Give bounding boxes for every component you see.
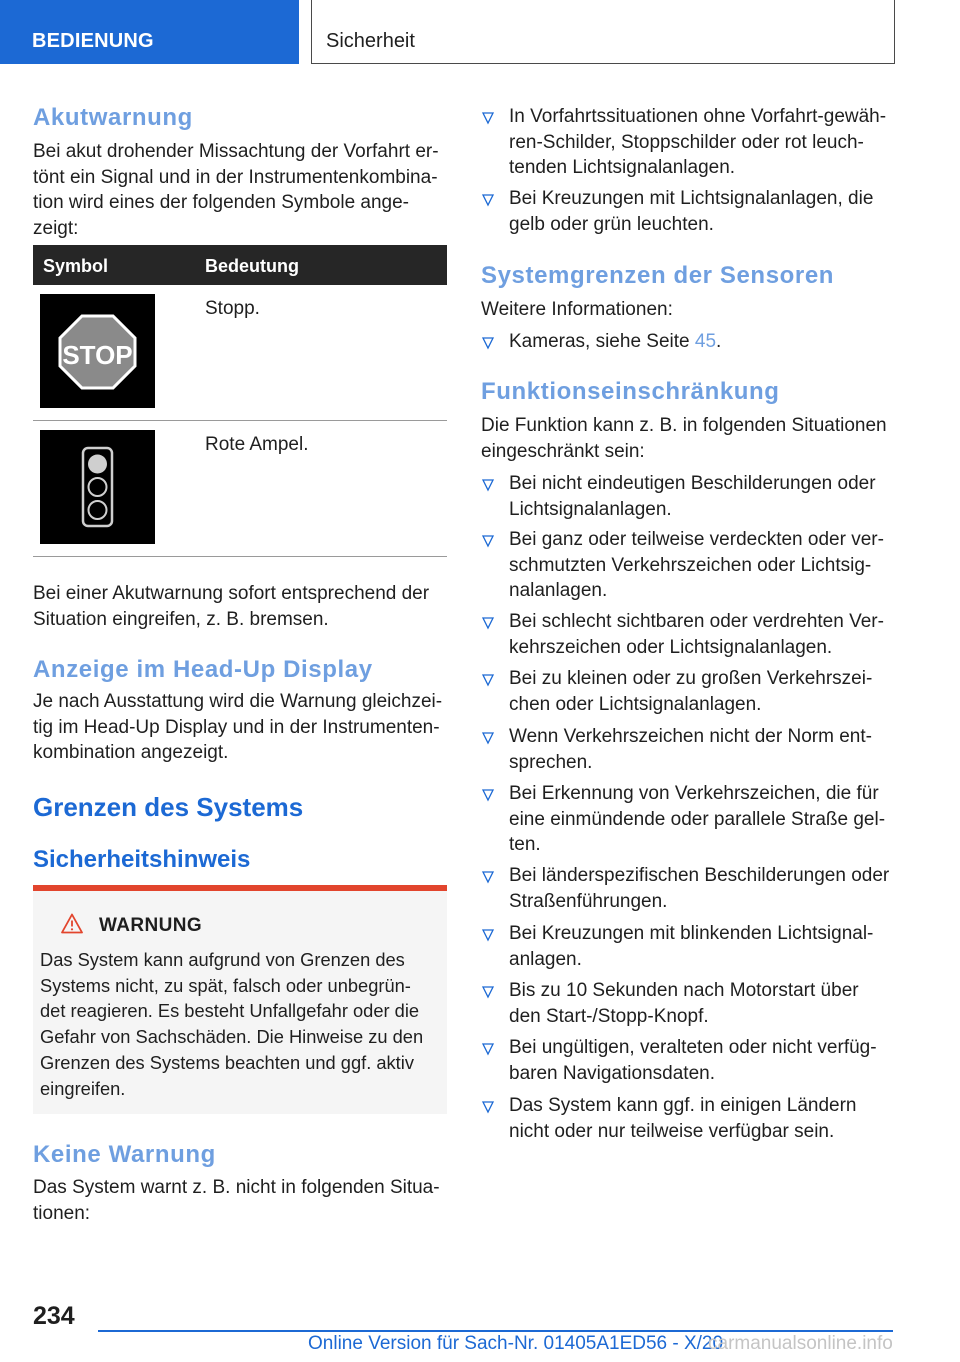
heading-sensoren: Systemgrenzen der Sensoren [481,262,835,289]
bullet-triangle-icon [481,1042,495,1056]
bullet-triangle-icon [481,1100,495,1114]
warning-triangle-icon [61,913,83,934]
text-line: Das System kann ggf. in einigen Ländern [509,1095,857,1116]
text-line: kombination angezeigt. [33,742,229,763]
stop-sign-icon [40,294,155,408]
text-line: Kameras, siehe Seite [509,331,695,352]
text-line: zeigt: [33,217,79,239]
text-line: kehrszeichen oder Lichtsignalanlagen. [509,636,833,658]
after-table-paragraph [33,581,429,632]
text-line: Bei ganz oder teilweise verdeckten oder ver- [509,529,884,550]
text-line: nalanlagen. [509,580,608,601]
text-line: Wenn Verkehrszeichen nicht der Norm ent- [509,726,872,747]
warning-text [40,947,444,1101]
bullet-triangle-icon [481,985,495,999]
page-link[interactable]: 45 [694,331,717,352]
sensoren-intro: Weitere Informationen: [481,299,673,320]
text-line: Bei Kreuzungen mit blinkenden Lichtsignal- [509,923,874,944]
stop-sign-image [40,294,155,408]
meaning-red-light: Rote Ampel. [205,434,309,455]
text-line: Lichtsignalanlagen. [509,498,672,520]
text-line: Bei nicht eindeutigen Beschilderungen oder [509,473,876,494]
column-header-symbol: Symbol [43,256,109,276]
text-line: tion wird eines der folgenden Symbole ange- [33,192,410,213]
text-line: Die Funktion kann z. B. in folgenden Situationen [481,415,887,436]
footer-divider [98,1330,893,1332]
text-line: tig im Head-Up Display und in der Instrumenten- [33,716,440,738]
text-line: Bei ungültigen, veralteten oder nicht verfüg- [509,1037,877,1058]
bullet-triangle-icon [481,870,495,884]
stop-sign-text: STOP [62,340,133,370]
heading-grenzen: Grenzen des Systems [33,792,304,822]
section-tab-label: BEDIENUNG [32,30,154,52]
text-line: tenden Lichtsignalanlagen. [509,157,736,178]
text-line: Bei zu kleinen oder zu großen Verkehrszei- [509,668,873,689]
text-line: Bis zu 10 Sekunden nach Motorstart über [509,980,859,1001]
symbol-table [33,245,447,557]
akut-paragraph [33,139,439,241]
text-line: Situation eingreifen, z. B. bremsen. [33,608,329,630]
text-line: tönt ein Signal und in der Instrumentenkombina- [33,166,438,188]
hud-paragraph [33,689,442,766]
text-line: Bei länderspezifischen Beschilderungen oder [509,865,890,886]
heading-keine-warnung: Keine Warnung [33,1141,216,1168]
text-line: gelb oder grün leuchten. [509,213,714,235]
bullet-triangle-icon [481,616,495,630]
text-line: sprechen. [509,751,593,773]
text-line: Systems nicht, zu spät, falsch oder unbegrün- [40,974,411,996]
text-line: det reagieren. Es besteht Unfallgefahr oder die [40,1000,420,1022]
bullet-triangle-icon [481,111,495,125]
text-line: nicht oder nur teilweise verfügbar sein. [509,1120,835,1142]
keine-paragraph [33,1175,440,1226]
bullet-triangle-icon [481,336,495,350]
text-line: In Vorfahrtssituationen ohne Vorfahrt-gewäh- [509,106,887,127]
text-line: Bei einer Akutwarnung sofort entsprechend der [33,583,430,604]
table-divider [33,420,447,421]
text-line: Je nach Ausstattung wird die Warnung gleichzei- [33,691,443,712]
chapter-title: Sicherheit [326,30,415,52]
text-line: Bei Kreuzungen mit Lichtsignalanlagen, die [509,188,874,209]
funktion-intro [481,413,887,464]
chapter-header [311,0,895,64]
text-line: eingreifen. [40,1077,126,1099]
page-number: 234 [33,1302,75,1330]
text-line: ten. [509,834,541,855]
text-line: chen oder Lichtsignalanlagen. [509,693,762,715]
text-line: Das System kann aufgrund von Grenzen des [40,949,405,970]
text-line: Das System warnt z. B. nicht in folgenden Situa- [33,1177,440,1198]
heading-akutwarnung: Akutwarnung [33,104,193,131]
heading-sicherheitshinweis: Sicherheitshinweis [33,846,251,873]
traffic-light-image [40,430,155,544]
bullet-triangle-icon [481,731,495,745]
table-divider [33,556,447,557]
text-line: anlagen. [509,948,582,970]
meaning-stop: Stopp. [205,298,260,319]
text-line: Grenzen des Systems beachten und ggf. aktiv [40,1051,414,1073]
heading-funktion: Funktionseinschränkung [481,378,780,405]
text-line: den Start-/Stopp-Knopf. [509,1005,709,1027]
column-header-meaning: Bedeutung [205,256,299,276]
bullet-triangle-icon [481,193,495,207]
bullet-triangle-icon [481,928,495,942]
text-line: . [716,331,722,352]
text-line: schmutzten Verkehrszeichen oder Lichtsig- [509,554,872,576]
footer-online-text: Online Version für Sach-Nr. 01405A1ED56 - X/20 [308,1333,724,1354]
footer-watermark: carmanualsonline.info [708,1333,893,1354]
bullet-triangle-icon [481,673,495,687]
heading-head-up-display: Anzeige im Head-Up Display [33,656,373,683]
text-line: eine einmündende oder parallele Straße gel- [509,808,886,830]
text-line: Bei schlecht sichtbaren oder verdrehten Ver- [509,611,884,632]
warning-box [33,885,447,1114]
text-line: tionen: [33,1202,91,1224]
section-tab[interactable] [0,0,299,64]
text-line: baren Navigationsdaten. [509,1062,715,1084]
warning-title: WARNUNG [99,915,203,936]
text-line: Bei akut drohender Missachtung der Vorfahrt er- [33,141,439,162]
text-line: eingeschränkt sein: [481,440,645,462]
bullet-triangle-icon [481,478,495,492]
bullet-triangle-icon [481,788,495,802]
table-header [33,245,447,285]
text-line: Bei Erkennung von Verkehrszeichen, die für [509,783,879,804]
text-line: ren-Schilder, Stoppschilder oder rot leuch- [509,131,864,153]
text-line: Straßenführungen. [509,890,668,912]
red-traffic-light-icon [40,430,155,544]
text-line: Gefahr von Sachschäden. Die Hinweise zu den [40,1026,424,1048]
bullet-triangle-icon [481,534,495,548]
